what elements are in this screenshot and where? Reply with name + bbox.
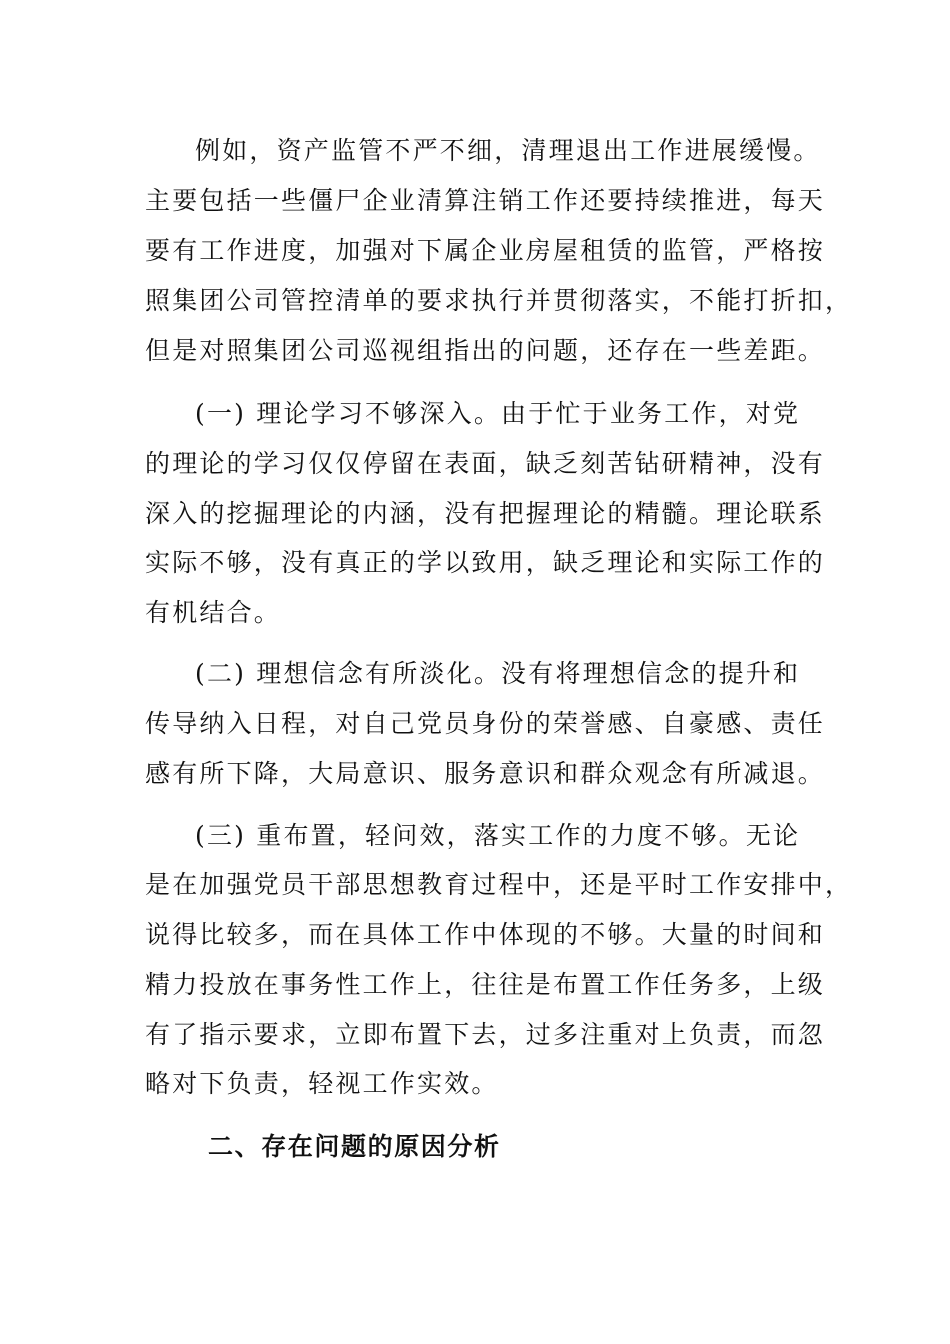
paragraph-2-line-3: 深入的挖掘理论的内涵，没有把握理论的精髓。理论联系 [145,499,826,528]
paragraph-4-line-1: (三) 重布置，轻问效，落实工作的力度不够。无论 [195,821,801,850]
paragraph-1-line-3: 要有工作进度，加强对下属企业房屋租赁的监管，严格按 [145,236,826,265]
section-heading: 二、存在问题的原因分析 [208,1132,501,1161]
paragraph-3-line-1: (二) 理想信念有所淡化。没有将理想信念的提升和 [195,659,801,688]
paragraph-2-line-4: 实际不够，没有真正的学以致用，缺乏理论和实际工作的 [145,548,826,577]
paragraph-4-line-4: 精力投放在事务性工作上，往往是布置工作任务多，上级 [145,970,826,999]
paragraph-3-line-3: 感有所下降，大局意识、服务意识和群众观念有所减退。 [145,759,826,788]
paragraph-1-line-2: 主要包括一些僵尸企业清算注销工作还要持续推进，每天 [145,186,826,215]
paragraph-1-line-1: 例如，资产监管不严不细，清理退出工作进展缓慢。 [195,136,821,165]
paragraph-4-line-2: 是在加强党员干部思想教育过程中，还是平时工作安排中， [145,870,853,899]
paragraph-4-line-3: 说得比较多，而在具体工作中体现的不够。大量的时间和 [145,920,826,949]
paragraph-1-line-4: 照集团公司管控清单的要求执行并贯彻落实，不能打折扣， [145,286,853,315]
paragraph-2-line-5: 有机结合。 [145,598,282,627]
paragraph-4-line-5: 有了指示要求，立即布置下去，过多注重对上负责，而忽 [145,1020,826,1049]
paragraph-3-line-2: 传导纳入日程，对自己党员身份的荣誉感、自豪感、责任 [145,709,826,738]
paragraph-4-line-6: 略对下负责，轻视工作实效。 [145,1069,499,1098]
paragraph-2-line-1: (一) 理论学习不够深入。由于忙于业务工作，对党 [195,399,801,428]
paragraph-1-line-5: 但是对照集团公司巡视组指出的问题，还存在一些差距。 [145,336,826,365]
paragraph-2-line-2: 的理论的学习仅仅停留在表面，缺乏刻苦钻研精神，没有 [145,449,826,478]
